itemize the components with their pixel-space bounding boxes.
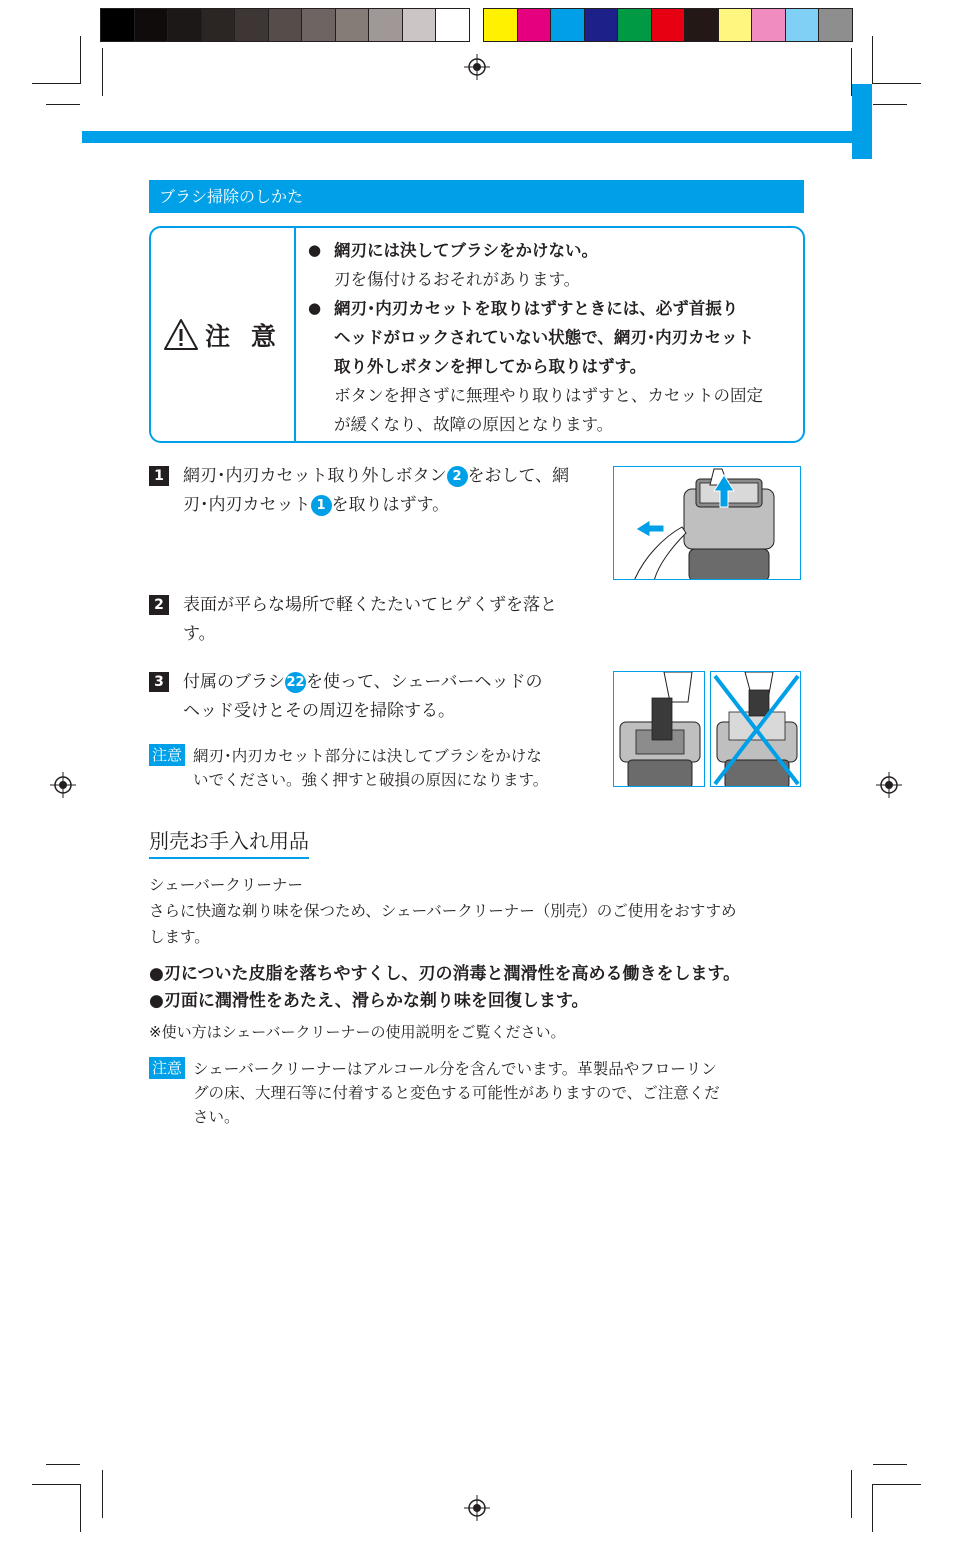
- color-swatch: [369, 9, 403, 41]
- product-desc-line: さらに快適な剃り味を保つため、シェーバークリーナー（別売）のご使用をおすすめ: [149, 902, 737, 920]
- crop-mark: [32, 83, 80, 84]
- step-1: [149, 462, 569, 520]
- color-swatch: [235, 9, 269, 41]
- step-text-part: 刃･内刃カセット: [183, 495, 311, 515]
- illustration-remove-cassette: [613, 466, 801, 580]
- step-3: [149, 668, 542, 726]
- color-swatch: [269, 9, 303, 41]
- caution-item: [308, 294, 793, 323]
- bullet: ●: [308, 299, 322, 317]
- brush-wrong-illustration: [711, 672, 801, 787]
- color-swatch: [518, 9, 552, 41]
- callout-number: 1: [311, 495, 332, 516]
- note-line: さい。: [193, 1108, 240, 1126]
- crop-mark: [873, 104, 907, 105]
- caution-heading-cont: 取り外しボタンを押してから取りはずす。: [334, 357, 647, 376]
- crop-mark: [102, 1470, 103, 1518]
- note-text: [193, 1057, 720, 1129]
- warning-triangle-icon: [163, 318, 199, 352]
- note-tag: 注意: [149, 1057, 185, 1079]
- caution-heading-cont: ヘッドがロックされていない状態で、網刃･内刃カセット: [334, 328, 755, 347]
- color-swatch: [436, 9, 469, 41]
- caution-title: 注 意: [205, 321, 282, 351]
- color-swatch: [403, 9, 437, 41]
- shaver-illustration: [614, 467, 801, 580]
- brush-illustration: [614, 672, 705, 787]
- product-name: シェーバークリーナー: [149, 876, 303, 894]
- illustration-brush-correct: [613, 671, 705, 787]
- step-2: [149, 591, 557, 649]
- step-text: [183, 668, 542, 726]
- step-text-line: 表面が平らな場所で軽くたたいてヒゲくずを落と: [183, 595, 557, 615]
- step-text-part: を使って、シェーバーヘッドの: [306, 672, 543, 692]
- step-text-line: ヘッド受けとその周辺を掃除する。: [183, 701, 455, 721]
- color-swatch: [336, 9, 370, 41]
- color-swatch: [652, 9, 686, 41]
- color-swatch: [302, 9, 336, 41]
- crop-mark: [46, 104, 80, 105]
- caution-content: [296, 228, 803, 441]
- caution-item: [308, 236, 793, 265]
- section-title: ブラシ掃除のしかた: [149, 180, 804, 213]
- color-swatch: [135, 9, 169, 41]
- caution-detail: 刃を傷付けるおそれがあります。: [334, 270, 581, 289]
- step-number: 2: [149, 595, 169, 615]
- color-swatch: [551, 9, 585, 41]
- crop-mark: [873, 1464, 907, 1465]
- crop-mark: [32, 1484, 80, 1485]
- feature-bullet: ●刃面に潤滑性をあたえ、滑らかな剃り味を回復します。: [149, 991, 589, 1011]
- caution-heading: 網刃には決してブラシをかけない。: [334, 241, 598, 260]
- color-bar-right: [483, 8, 853, 42]
- note-line: グの床、大理石等に付着すると変色する可能性がありますので、ご注意くだ: [193, 1084, 720, 1102]
- caution-detail: ボタンを押さずに無理やり取りはずすと、カセットの固定: [334, 386, 763, 405]
- caution-heading: 網刃･内刃カセットを取りはずすときには、必ず首振り: [334, 299, 739, 318]
- step-text-line: す。: [183, 624, 216, 644]
- crop-mark: [873, 1484, 921, 1485]
- crop-mark: [851, 1470, 852, 1518]
- color-bar-left: [100, 8, 470, 42]
- registration-mark-icon: [876, 772, 902, 798]
- registration-mark-icon: [50, 772, 76, 798]
- color-swatch: [101, 9, 135, 41]
- note-text: [193, 744, 548, 792]
- illustration-brush-wrong: [710, 671, 801, 787]
- color-swatch: [685, 9, 719, 41]
- color-swatch: [202, 9, 236, 41]
- color-swatch: [752, 9, 786, 41]
- step-text-part: 付属のブラシ: [183, 672, 285, 692]
- step-text: [183, 462, 569, 520]
- caution-label: [151, 228, 296, 441]
- step-text-part: 網刃･内刃カセット取り外しボタン: [183, 466, 447, 486]
- callout-number: 2: [447, 466, 468, 487]
- step-number: 3: [149, 672, 169, 692]
- step-number: 1: [149, 466, 169, 486]
- color-swatch: [618, 9, 652, 41]
- color-swatch: [168, 9, 202, 41]
- caution-box: [149, 226, 805, 443]
- callout-number: 22: [285, 672, 306, 693]
- section2-title: 別売お手入れ用品: [149, 826, 309, 859]
- crop-mark: [80, 1484, 81, 1532]
- product-desc-line: します。: [149, 928, 210, 946]
- usage-reference: ※使い方はシェーバークリーナーの使用説明をご覧ください。: [149, 1023, 566, 1041]
- note-2: [149, 1057, 720, 1129]
- note-line: 網刃･内刃カセット部分には決してブラシをかけな: [193, 747, 542, 765]
- step-text-part: をおして、網: [467, 466, 570, 486]
- note-line: シェーバークリーナーはアルコール分を含んでいます。革製品やフローリン: [193, 1060, 717, 1078]
- top-accent-band: [82, 131, 872, 143]
- color-swatch: [719, 9, 753, 41]
- color-swatch: [484, 9, 518, 41]
- crop-mark: [102, 48, 103, 96]
- bullet: ●: [308, 241, 322, 259]
- color-swatch: [585, 9, 619, 41]
- crop-mark: [872, 1484, 873, 1532]
- note-tag: 注意: [149, 744, 185, 766]
- feature-bullet: ●刃についた皮脂を落ちやすくし、刃の消毒と潤滑性を高める働きをします。: [149, 964, 741, 984]
- registration-mark-icon: [464, 54, 490, 80]
- color-swatch: [819, 9, 852, 41]
- step-text-part: を取りはずす。: [331, 495, 450, 515]
- crop-mark: [873, 83, 921, 84]
- note-line: いでください。強く押すと破損の原因になります。: [193, 771, 549, 789]
- side-tab: [852, 84, 872, 159]
- note-1: [149, 744, 548, 792]
- crop-mark: [46, 1464, 80, 1465]
- color-swatch: [786, 9, 820, 41]
- registration-mark-icon: [464, 1495, 490, 1521]
- caution-detail: が緩くなり、故障の原因となります。: [334, 415, 614, 434]
- step-text: [183, 591, 557, 649]
- crop-mark: [80, 36, 81, 84]
- crop-mark: [872, 36, 873, 84]
